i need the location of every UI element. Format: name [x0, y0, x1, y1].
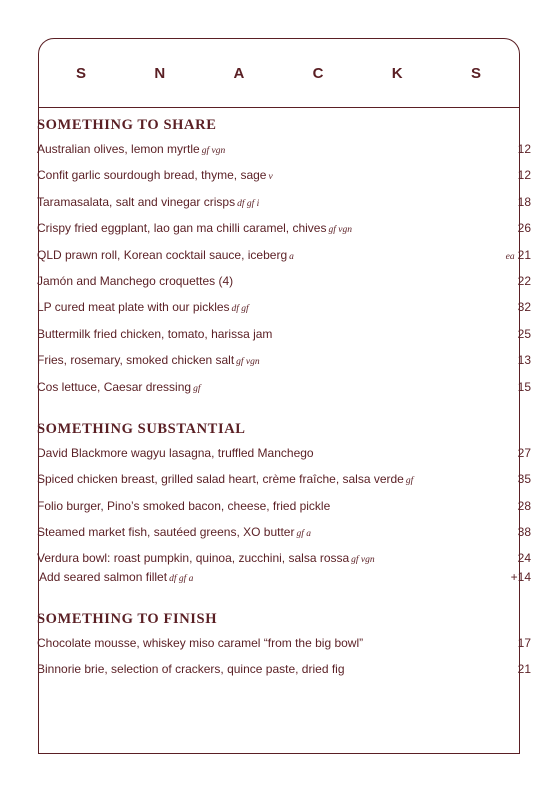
item-name: Spiced chicken breast, grilled salad heart, crème fraîche, salsa verde	[37, 472, 404, 487]
menu-item	[37, 636, 531, 662]
menu-item	[37, 446, 531, 472]
item-price: 17	[517, 635, 531, 650]
item-price: 13	[517, 353, 531, 368]
menu-item	[37, 353, 531, 379]
addon-price: +14	[510, 569, 531, 584]
item-name: Crispy fried eggplant, lao gan ma chilli caramel, chives	[37, 221, 327, 236]
section-title: SOMETHING TO SHARE	[37, 117, 217, 133]
dietary-tags: gf vgn	[328, 225, 352, 236]
dietary-tags: gf	[193, 383, 201, 394]
item-price: 24	[517, 551, 531, 566]
dietary-tags: v	[268, 172, 273, 183]
item-name: David Blackmore wagyu lasagna, truffled Manchego	[37, 445, 314, 460]
dietary-tags: gf vgn	[351, 555, 375, 566]
item-name: Chocolate mousse, whiskey miso caramel “from the big bowl”	[37, 635, 364, 650]
price-prefix: ea	[505, 251, 515, 262]
dietary-tags: a	[289, 251, 294, 262]
item-price: 22	[517, 273, 531, 288]
item-price: 27	[517, 445, 531, 460]
item-name: Buttermilk fried chicken, tomato, harissa jam	[37, 326, 273, 341]
item-name: QLD prawn roll, Korean cocktail sauce, iceberg	[37, 247, 288, 262]
title-letter: N	[154, 64, 167, 82]
item-name: Jamón and Manchego croquettes (4)	[37, 273, 234, 288]
menu-header	[39, 39, 519, 108]
item-price: 21	[517, 662, 531, 677]
menu-item	[37, 274, 531, 300]
menu-item	[37, 472, 531, 498]
dietary-tags: gf a	[296, 529, 311, 540]
title-letter: S	[76, 64, 88, 82]
section-substantial	[37, 420, 531, 588]
item-price: 26	[517, 221, 531, 236]
dietary-tags: df gf	[231, 304, 249, 315]
menu-content	[37, 116, 531, 689]
item-name: Binnorie brie, selection of crackers, quince paste, dried fig	[37, 662, 345, 677]
menu-item	[37, 499, 531, 525]
section-gap	[37, 588, 531, 610]
menu-item	[37, 168, 531, 194]
item-price: 38	[517, 525, 531, 540]
menu-item	[37, 327, 531, 353]
item-price: 18	[517, 194, 531, 209]
menu-item	[37, 142, 531, 168]
menu-item	[37, 195, 531, 221]
item-name: LP cured meat plate with our pickles	[37, 300, 230, 315]
item-price: 32	[517, 300, 531, 315]
item-name: Folio burger, Pino’s smoked bacon, cheese, fried pickle	[37, 498, 331, 513]
item-name: Steamed market fish, sautéed greens, XO butter	[37, 525, 295, 540]
menu-item	[37, 525, 531, 551]
menu-item	[37, 662, 531, 688]
item-name: Australian olives, lemon myrtle	[37, 142, 200, 156]
menu-addon	[37, 570, 531, 588]
dietary-tags: gf vgn	[201, 146, 226, 156]
item-name: Fries, rosemary, smoked chicken salt	[37, 353, 235, 368]
dietary-tags: df gf i	[237, 198, 260, 209]
item-price: 15	[517, 379, 531, 394]
title-letter: K	[391, 64, 404, 82]
item-price: 12	[517, 142, 531, 156]
section-share	[37, 116, 531, 406]
addon-name: Add seared salmon fillet	[39, 569, 168, 584]
section-title: SOMETHING TO FINISH	[37, 610, 218, 627]
section-gap	[37, 406, 531, 420]
item-price: 25	[517, 326, 531, 341]
title-letter: S	[470, 64, 482, 82]
item-price: 35	[517, 472, 531, 487]
dietary-tags: gf	[405, 476, 414, 487]
dietary-tags: gf vgn	[236, 357, 260, 368]
title-letter: C	[312, 64, 325, 82]
section-finish	[37, 610, 531, 689]
dietary-tags: df gf a	[169, 573, 194, 584]
item-price: 21	[517, 247, 531, 262]
item-name: Confit garlic sourdough bread, thyme, sage	[37, 168, 267, 183]
item-name: Taramasalata, salt and vinegar crisps	[37, 194, 236, 209]
title-letter: A	[233, 64, 246, 82]
menu-item	[37, 300, 531, 326]
item-price: 12	[517, 168, 531, 183]
menu-item	[37, 221, 531, 247]
item-name: Cos lettuce, Caesar dressing	[37, 379, 192, 394]
menu-item	[37, 380, 531, 406]
section-title: SOMETHING SUBSTANTIAL	[37, 420, 246, 437]
menu-item	[37, 248, 531, 274]
item-name: Verdura bowl: roast pumpkin, quinoa, zucchini, salsa rossa	[37, 551, 350, 566]
item-price: 28	[517, 498, 531, 513]
